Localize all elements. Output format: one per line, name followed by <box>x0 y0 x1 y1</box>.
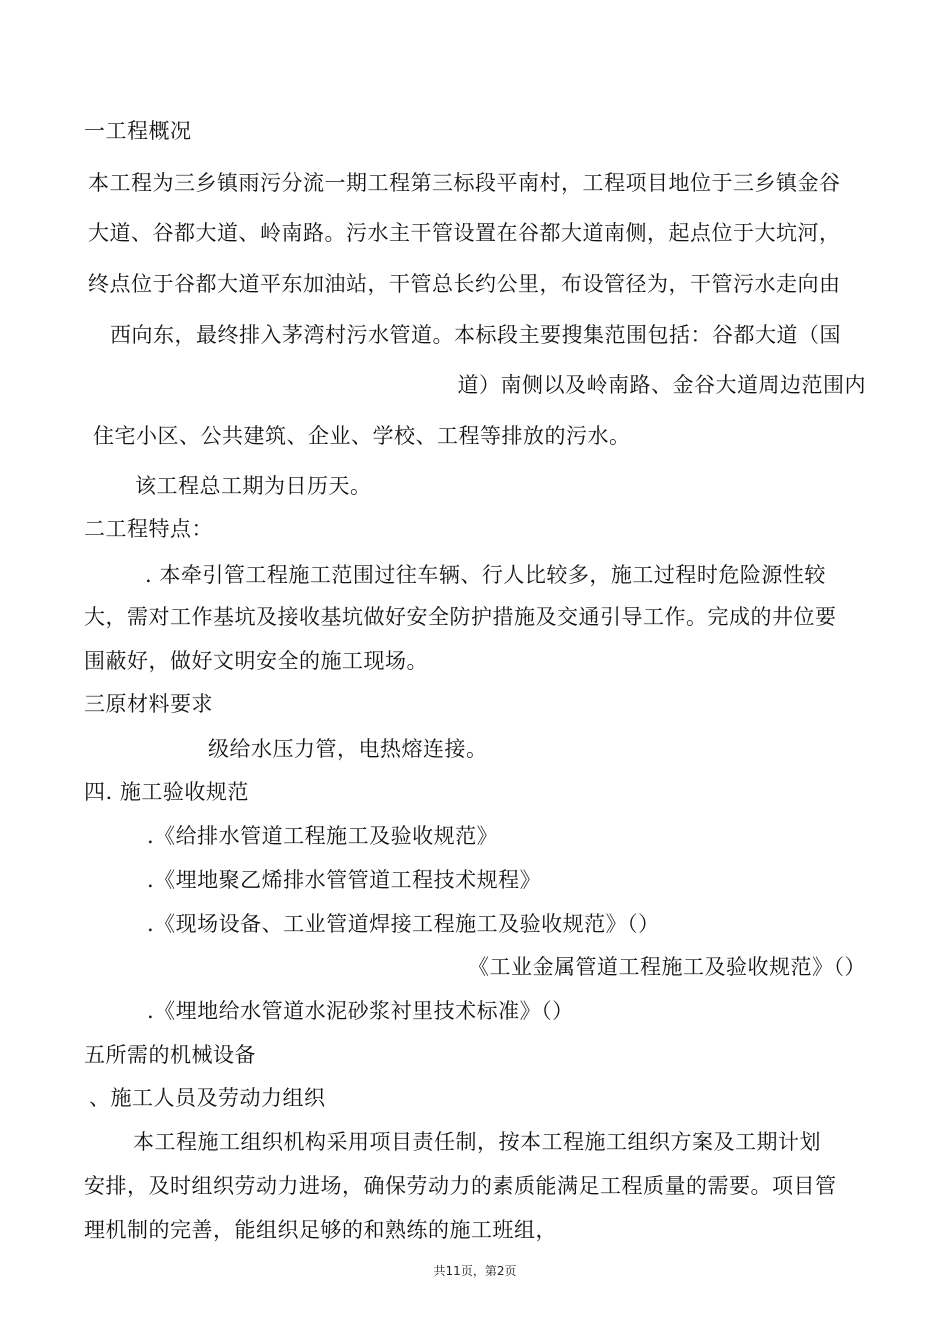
heading-overview: 一工程概况 <box>84 119 192 143</box>
personnel-line-1: 本工程施工组织机构采用项目责任制，按本工程施工组织方案及工期计划 <box>133 1130 821 1154</box>
overview-line-6: 住宅小区、公共建筑、企业、学校、工程等排放的污水。 <box>93 424 631 448</box>
standard-item-2: .《埋地聚乙烯排水管管道工程技术规程》 <box>147 868 542 892</box>
standard-item-5: .《埋地给水管道水泥砂浆衬里技术标准》（） <box>147 999 574 1023</box>
page-number: 共11页，第2页 <box>433 1264 517 1278</box>
standard-item-3: .《现场设备、工业管道焊接工程施工及验收规范》（） <box>147 912 660 936</box>
overview-line-5: 道）南侧以及岭南路、金谷大道周边范围内 <box>457 373 866 397</box>
overview-line-4: 西向东，最终排入茅湾村污水管道。本标段主要搜集范围包括：谷都大道（国 <box>110 323 841 347</box>
personnel-line-2: 安排，及时组织劳动力进场，确保劳动力的素质能满足工程质量的需要。项目管 <box>84 1174 837 1198</box>
heading-features: 二工程特点： <box>84 517 213 541</box>
features-line-1: . 本牵引管工程施工范围过往车辆、行人比较多，施工过程时危险源性较 <box>145 563 826 587</box>
heading-equipment: 五所需的机械设备 <box>84 1043 256 1067</box>
standard-item-4: 《工业金属管道工程施工及验收规范》（） <box>468 955 866 979</box>
materials-line: 级给水压力管，电热熔连接。 <box>208 737 488 761</box>
features-line-2: 大，需对工作基坑及接收基坑做好安全防护措施及交通引导工作。完成的井位要 <box>84 605 837 629</box>
overview-line-1: 本工程为三乡镇雨污分流一期工程第三标段平南村，工程项目地位于三乡镇金谷 <box>88 171 841 195</box>
heading-standards: 四. 施工验收规范 <box>84 780 249 804</box>
features-line-3: 围蔽好，做好文明安全的施工现场。 <box>84 649 428 673</box>
overview-line-2: 大道、谷都大道、岭南路。污水主干管设置在谷都大道南侧，起点位于大坑河， <box>88 221 841 245</box>
standard-item-1: .《给排水管道工程施工及验收规范》 <box>147 824 499 848</box>
heading-personnel: 、施工人员及劳动力组织 <box>89 1086 326 1110</box>
overview-line-3: 终点位于谷都大道平东加油站，干管总长约公里，布设管径为，干管污水走向由 <box>88 272 841 296</box>
heading-materials: 三原材料要求 <box>84 692 213 716</box>
overview-duration: 该工程总工期为日历天。 <box>135 474 372 498</box>
personnel-line-3: 理机制的完善，能组织足够的和熟练的施工班组， <box>84 1218 557 1242</box>
